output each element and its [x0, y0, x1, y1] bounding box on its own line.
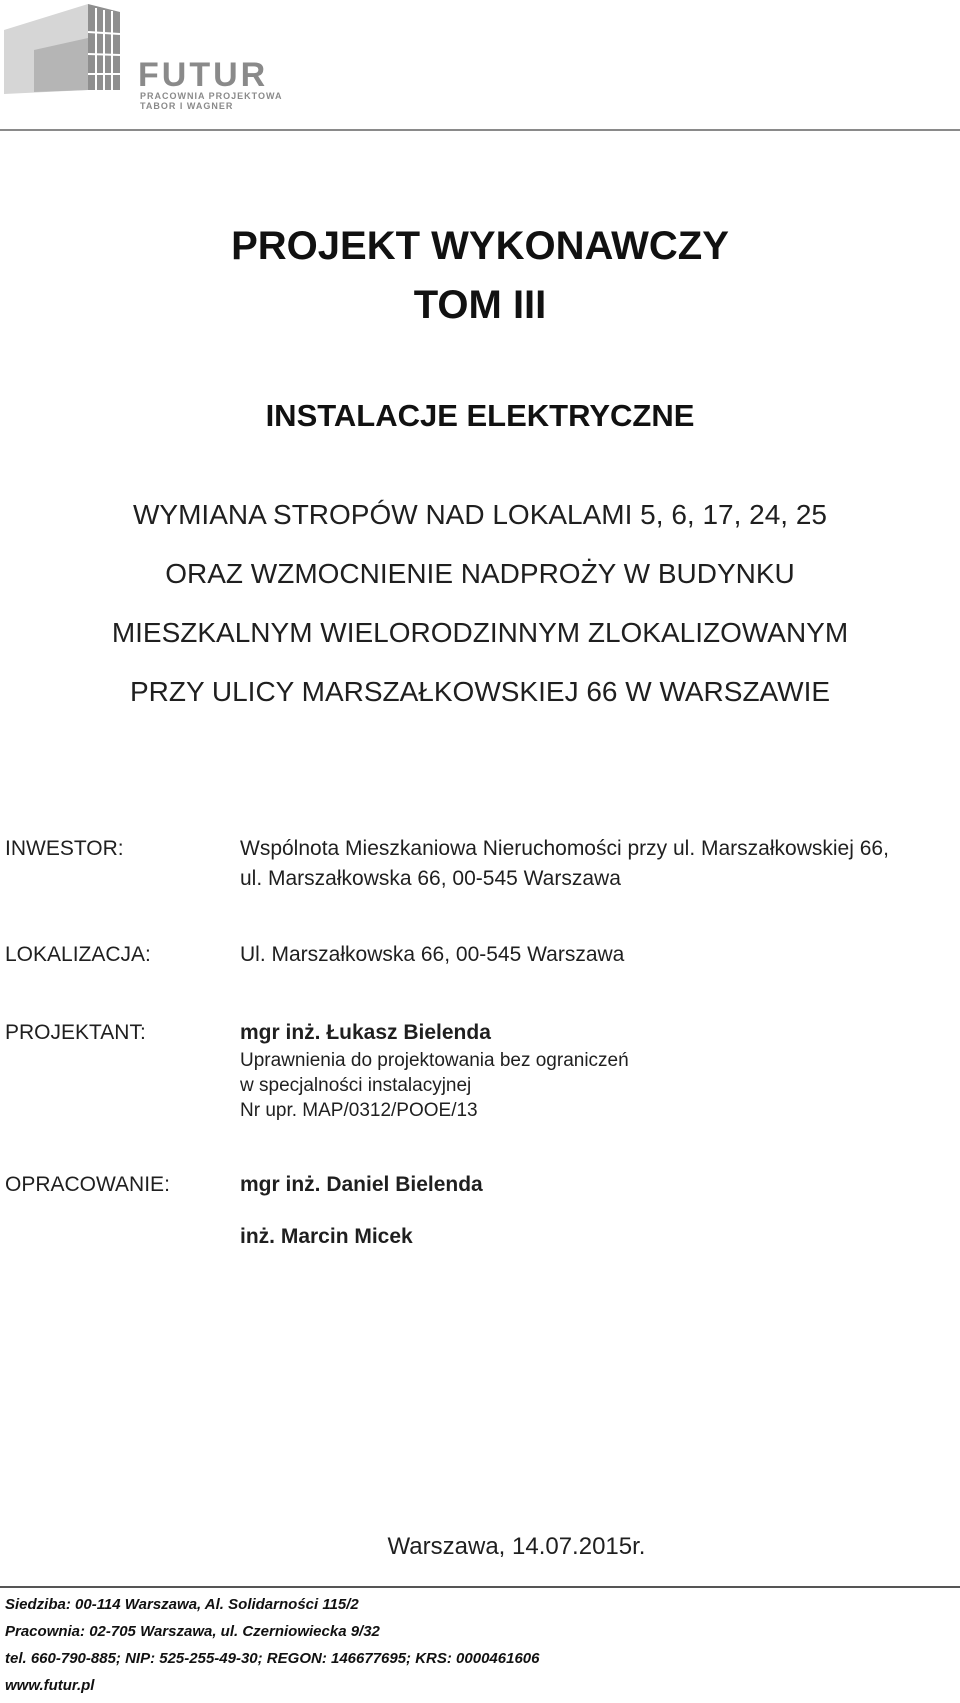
subject-line-3: MIESZKALNYM WIELORODZINNYM ZLOKALIZOWANYM	[111, 617, 849, 648]
investor-label: INWESTOR:	[5, 837, 124, 860]
subject-line-4: PRZY ULICY MARSZAŁKOWSKIEJ 66 W WARSZAWIE	[129, 676, 831, 707]
investor-value-line-1: Wspólnota Mieszkaniowa Nieruchomości przy ul. Marszałkowskiej 66,	[240, 837, 889, 860]
footer-headquarters: Siedziba: 00-114 Warszawa, Al. Solidarności 115/2	[5, 1596, 359, 1613]
footer-studio-address: Pracownia: 02-705 Warszawa, ul. Czerniowiecka 9/32	[5, 1623, 380, 1640]
footer-registration-info: tel. 660-790-885; NIP: 525-255-49-30; REGON: 146677695; KRS: 0000461606	[5, 1650, 540, 1667]
futur-logo	[4, 2, 304, 110]
logo-wordmark: FUTUR	[138, 56, 269, 94]
location-label: LOKALIZACJA:	[5, 943, 151, 966]
subject-line-2: ORAZ WZMOCNIENIE NADPROŻY W BUDYNKU	[165, 558, 795, 589]
logo-tagline-1: PRACOWNIA PROJEKTOWA	[140, 91, 283, 101]
designer-label: PROJEKTANT:	[5, 1021, 146, 1044]
location-value: Ul. Marszałkowska 66, 00-545 Warszawa	[240, 943, 625, 966]
document-date: Warszawa, 14.07.2015r.	[387, 1533, 646, 1560]
subject-line-1: WYMIANA STROPÓW NAD LOKALAMI 5, 6, 17, 24, 25	[133, 499, 827, 530]
section-title: INSTALACJE ELEKTRYCZNE	[265, 398, 695, 433]
designer-qualification-1: Uprawnienia do projektowania bez ograniczeń	[240, 1050, 629, 1071]
building-icon	[4, 4, 120, 94]
designer-qualification-2: w specjalności instalacyjnej	[240, 1075, 472, 1096]
header-divider	[0, 129, 960, 131]
designer-license-number: Nr upr. MAP/0312/POOE/13	[240, 1100, 478, 1121]
prepared-person-2: inż. Marcin Micek	[240, 1225, 413, 1248]
logo-tagline-2: TABOR I WAGNER	[140, 101, 234, 110]
prepared-label: OPRACOWANIE:	[5, 1173, 170, 1196]
investor-value-line-2: ul. Marszałkowska 66, 00-545 Warszawa	[240, 867, 621, 890]
designer-name: mgr inż. Łukasz Bielenda	[240, 1021, 491, 1044]
volume-title: TOM III	[413, 283, 547, 327]
footer-divider	[0, 1586, 960, 1588]
prepared-person-1: mgr inż. Daniel Bielenda	[240, 1173, 483, 1196]
footer-website-link[interactable]: www.futur.pl	[5, 1677, 95, 1694]
document-title: PROJEKT WYKONAWCZY	[231, 224, 729, 268]
